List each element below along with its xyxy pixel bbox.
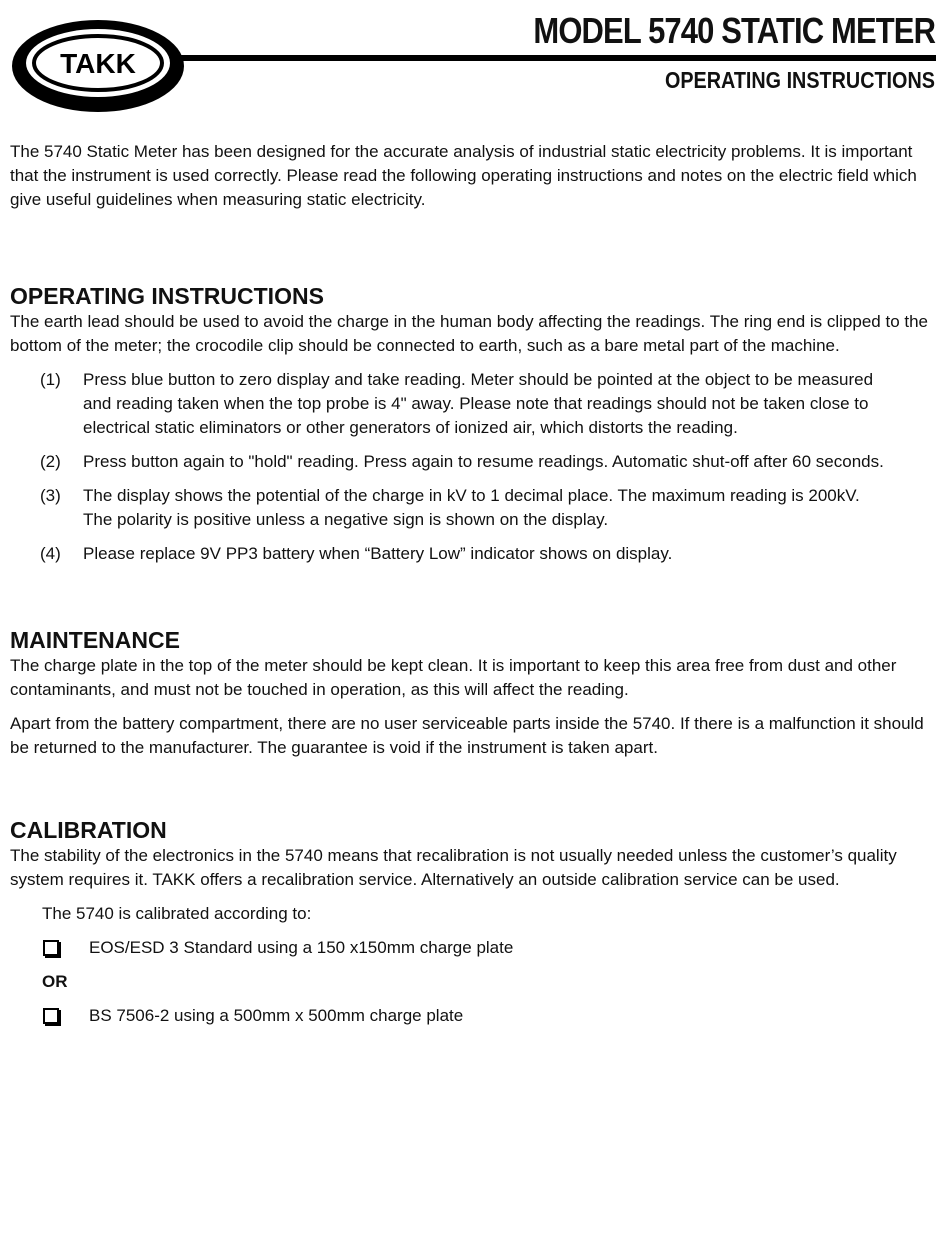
page-subtitle: OPERATING INSTRUCTIONS xyxy=(665,67,935,93)
intro-paragraph: The 5740 Static Meter has been designed for the accurate analysis of industrial static electricity problems. It is important that the instrument is used correctly. Please read the following operating instructions and notes on the electric field which give useful guidelines when measuring static electricity. xyxy=(10,142,917,209)
calibration-intro-line: The 5740 is calibrated according to: xyxy=(42,904,312,923)
calibration-option-1 xyxy=(43,936,935,960)
step-text: Press button again to "hold" reading. Press again to resume readings. Automatic shut-off after 60 seconds. xyxy=(83,452,884,471)
step-number: (3) xyxy=(40,486,61,505)
step-number: (4) xyxy=(40,544,61,563)
or-label: OR xyxy=(42,972,68,991)
step-number: (2) xyxy=(40,452,61,471)
checkbox-icon xyxy=(43,1008,59,1024)
page-title: MODEL 5740 STATIC METER xyxy=(533,10,935,51)
maintenance-heading: MAINTENANCE xyxy=(10,627,180,653)
step-text: Press blue button to zero display and take reading. Meter should be pointed at the object to be measured and reading taken when the top probe is 4" away. Please note that readings should not be taken close to electrical static eliminators or other generators of ionized air, which distorts the reading. xyxy=(83,370,874,437)
list-item xyxy=(10,484,935,532)
maintenance-paragraph-2: Apart from the battery compartment, there are no user serviceable parts inside the 5740. If there is a malfunction it should be returned to the manufacturer. The guarantee is void if the instrument is taken apart. xyxy=(10,714,924,757)
list-item xyxy=(10,368,935,440)
header-rule xyxy=(180,55,936,61)
page-header xyxy=(0,0,950,120)
maintenance-paragraph-1: The charge plate in the top of the meter should be kept clean. It is important to keep this area free from dust and other contaminants, and must not be touched in operation, as this will affect the reading. xyxy=(10,656,897,699)
operating-steps-list xyxy=(10,368,935,566)
step-text: The display shows the potential of the charge in kV to 1 decimal place. The maximum reading is 200kV. The polarity is positive unless a negative sign is shown on the display. xyxy=(83,486,860,529)
step-number: (1) xyxy=(40,370,61,389)
takk-logo xyxy=(10,18,186,114)
calibration-option-2 xyxy=(43,1004,935,1028)
operating-heading: OPERATING INSTRUCTIONS xyxy=(10,283,324,309)
operating-paragraph: The earth lead should be used to avoid the charge in the human body affecting the readings. The ring end is clipped to the bottom of the meter; the crocodile clip should be connected to earth, such as a bare metal part of the machine. xyxy=(10,312,928,355)
logo-text: TAKK xyxy=(60,48,136,79)
list-item xyxy=(10,542,935,566)
list-item xyxy=(10,450,935,474)
step-text: Please replace 9V PP3 battery when “Battery Low” indicator shows on display. xyxy=(83,544,673,563)
document-body xyxy=(10,140,935,1028)
option-label: EOS/ESD 3 Standard using a 150 x150mm charge plate xyxy=(89,938,514,957)
checkbox-icon xyxy=(43,940,59,956)
calibration-paragraph: The stability of the electronics in the 5740 means that recalibration is not usually needed unless the customer’s quality system requires it. TAKK offers a recalibration service. Alternatively an outside calibration service can be used. xyxy=(10,846,897,889)
option-label: BS 7506-2 using a 500mm x 500mm charge plate xyxy=(89,1006,464,1025)
calibration-heading: CALIBRATION xyxy=(10,817,167,843)
